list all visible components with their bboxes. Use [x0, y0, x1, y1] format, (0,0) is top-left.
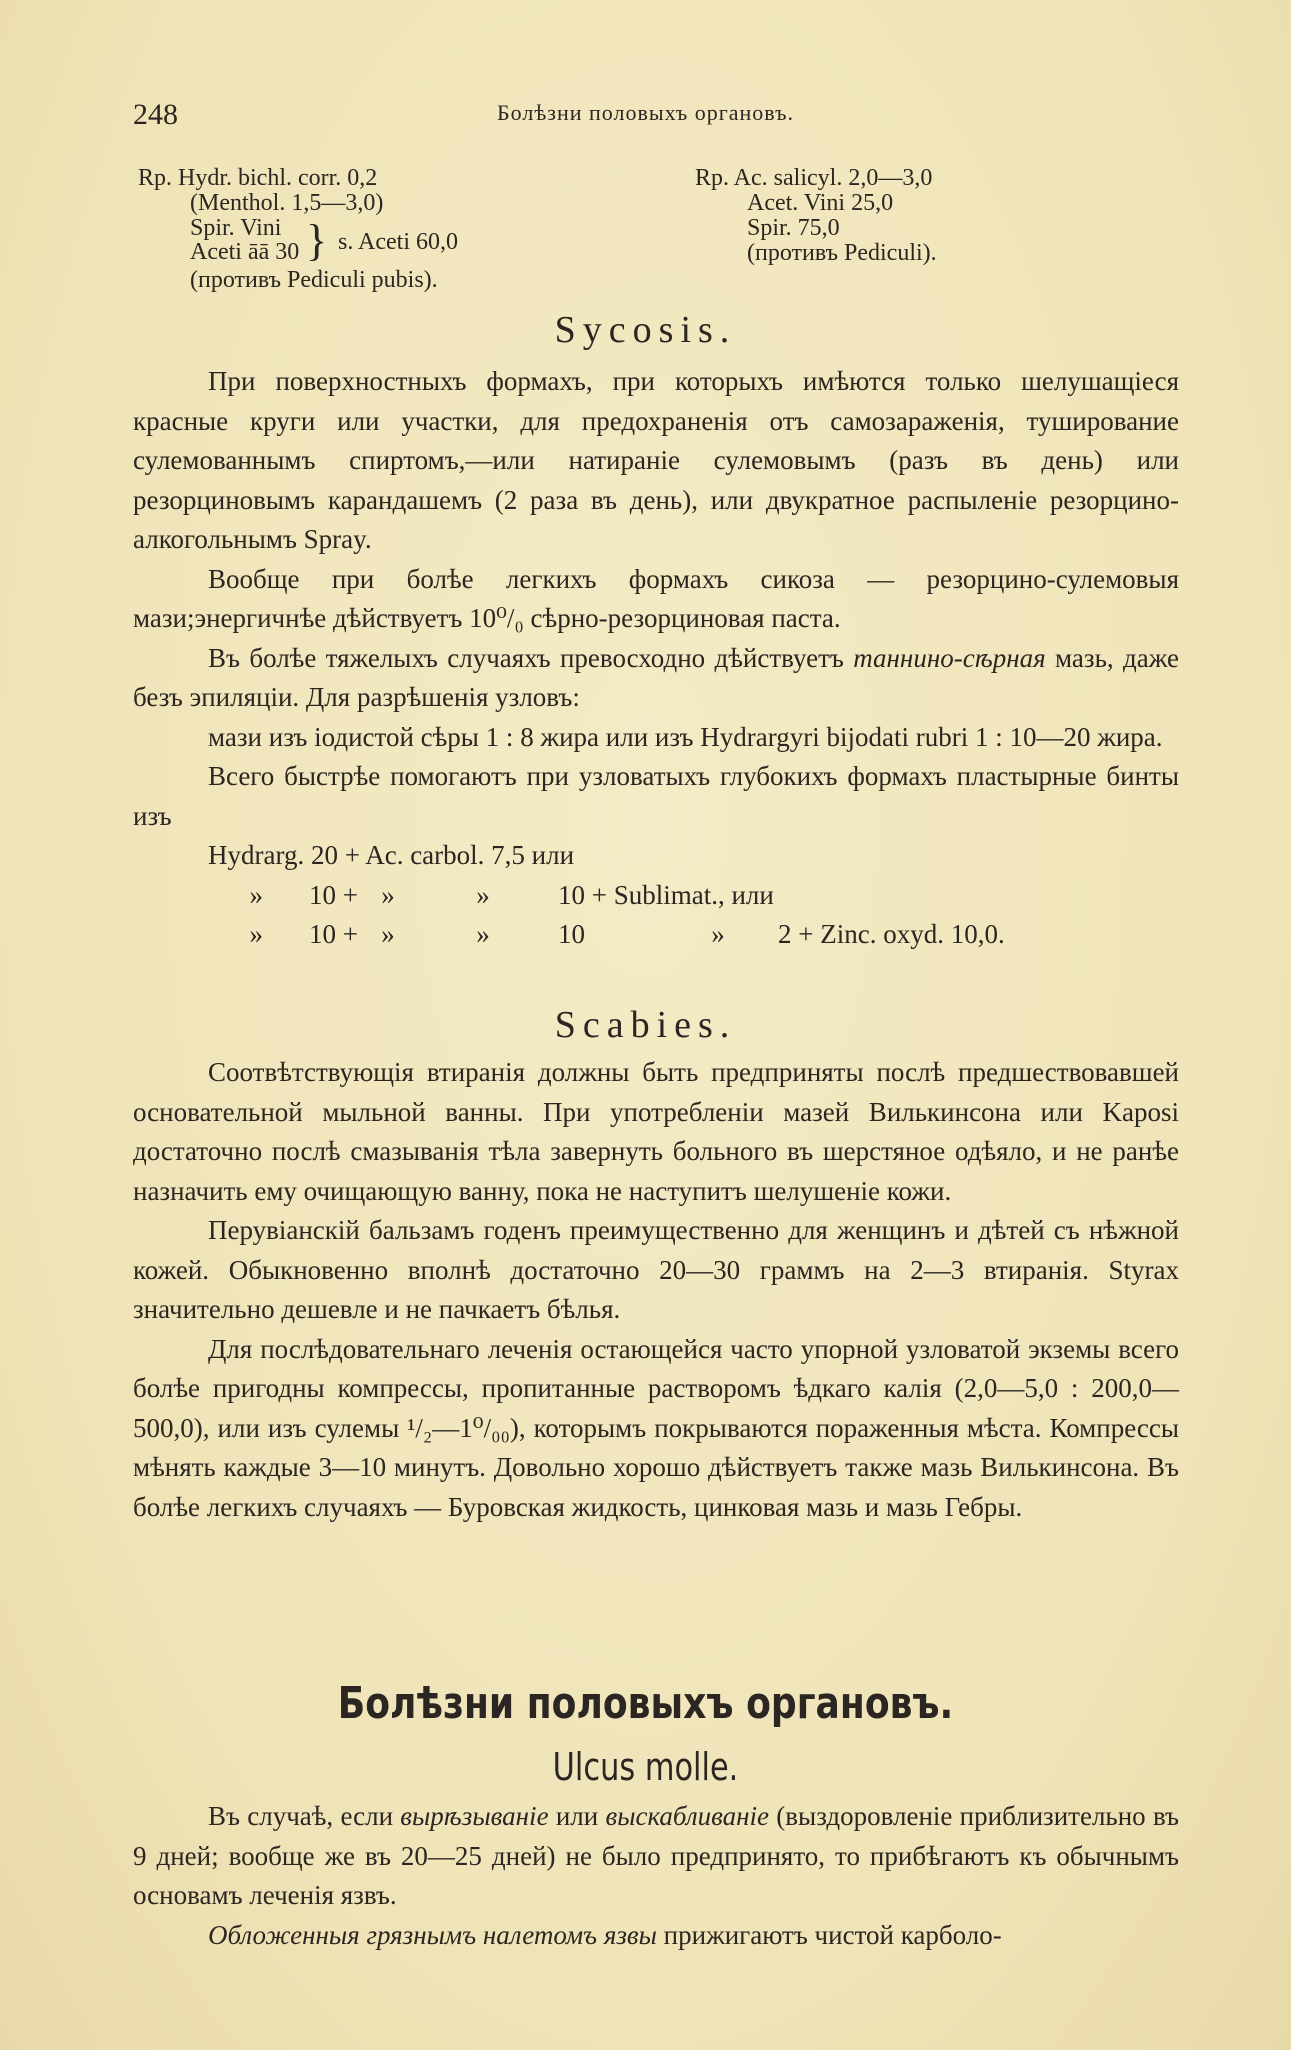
scabies-paragraph-1: Соотвѣтствующія втиранія должны быть предприняты послѣ предшествовавшей основательной мыльной ванны. При употребленіи мазей Вилькинсона или Kaposi достаточно послѣ смазыванія тѣла завернуть больного въ шерстяное одѣяло, и не ранѣе назначить ему очищающую ванну, пока не наступитъ шелушеніе кожи.: [133, 1057, 1179, 1206]
italic-term: таннино-сѣрная: [853, 642, 1046, 673]
ulcus-paragraph-2: [133, 1916, 1179, 1956]
recipe-left-spir-block: [138, 216, 618, 268]
recipe-right-line-3: Spir. 75,0: [747, 215, 840, 241]
scabies-text: [133, 1053, 1179, 1527]
formula-rest: 2 + Zinc. oxyd. 10,0.: [778, 919, 1005, 949]
text-run: Въ случаѣ, если: [208, 1801, 401, 1831]
recipe-left-signa: s. Aceti 60,0: [338, 229, 458, 255]
recipe-left: [138, 166, 618, 293]
formula-line-3: [133, 915, 1179, 955]
section-heading-scabies: Scabies.: [554, 1004, 737, 1046]
ditto-mark: »: [249, 879, 263, 910]
ulcus-text: [133, 1797, 1179, 1955]
ditto-mark: »: [381, 879, 395, 910]
sycosis-paragraph-5: Всего быстрѣе помогаютъ при узловатыхъ глубокихъ формахъ пластырные бинты изъ: [133, 761, 1179, 831]
ulcus-paragraph-1: [133, 1797, 1179, 1916]
text-run: (выздоровленіе приблизительно въ 9 дней; вообще же въ 20—25 дней) не было предпринято, то прибѣгаютъ къ обычнымъ основамъ леченія язвъ.: [133, 1801, 1180, 1910]
formula-number: 10: [558, 919, 585, 949]
text-run: или: [548, 1801, 606, 1831]
ditto-mark: »: [476, 879, 490, 910]
text-run: Въ болѣе тяжелыхъ случаяхъ превосходно дѣйствуетъ: [208, 642, 854, 673]
recipe-right-line-2: Acet. Vini 25,0: [747, 190, 894, 216]
ditto-mark: »: [249, 919, 263, 949]
formula-rest: 10 + Sublimat., или: [558, 879, 774, 910]
sycosis-text: [133, 362, 1179, 955]
recipe-left-note: (противъ Pediculi pubis).: [190, 267, 438, 293]
chapter-subtitle: Ulcus molle.: [552, 1745, 739, 1789]
scabies-paragraph-2: Перувіанскій бальзамъ годенъ преимущественно для женщинъ и дѣтей съ нѣжной кожей. Обыкновенно вполнѣ достаточно 20—30 граммъ на 2—3 втиранія. Styrax значительно дешевле и не пачкаетъ бѣлья.: [133, 1215, 1179, 1324]
formula-number: 10 +: [309, 879, 358, 910]
sycosis-paragraph-3: [133, 639, 1179, 718]
chapter-title: Болѣзни половыхъ органовъ.: [337, 1678, 954, 1729]
ditto-mark: »: [476, 919, 490, 949]
recipe-right-note: (противъ Pediculi).: [747, 240, 937, 266]
recipe-left-brace: }: [306, 216, 328, 265]
recipe-right-line-1: Rp. Ac. salicyl. 2,0—3,0: [695, 165, 933, 191]
recipe-left-aceti: Aceti āā 30: [190, 239, 300, 265]
italic-term: выскабливаніе: [605, 1801, 770, 1831]
recipe-left-line-2: (Menthol. 1,5—3,0): [190, 190, 384, 216]
scabies-paragraph-3: Для послѣдовательнаго леченія остающейся часто упорной узловатой экземы всего болѣе пригодны компрессы, пропитанные растворомъ ѣдкаго калія (2,0—5,0 : 200,0—500,0), или изъ сулемы ¹/₂—1⁰/₀₀), которымъ покрываются пораженныя мѣста. Компрессы мѣнять каждые 3—10 минутъ. Довольно хорошо дѣйствуетъ также мазь Вилькинсона. Въ болѣе легкихъ случаяхъ — Буровская жидкость, цинковая мазь и мазь Гебры.: [133, 1333, 1179, 1522]
recipe-left-line-1: Rp. Hydr. bichl. corr. 0,2: [138, 165, 378, 191]
italic-term: Обложенныя грязнымъ налетомъ язвы: [208, 1919, 657, 1950]
sycosis-paragraph-4: мази изъ іодистой сѣры 1 : 8 жира или изъ Hydrargyri bijodati rubri 1 : 10—20 жира.: [208, 721, 1163, 752]
text-run: мазь, даже безъ эпиляціи. Для разрѣшенія узловъ:: [133, 642, 1179, 712]
sycosis-paragraph-2: Вообще при болѣе легкихъ формахъ сикоза — резорцино-сулемовыя мази;энергичнѣе дѣйствуетъ 10⁰/₀ сѣрно-резорциновая паста.: [133, 563, 1179, 633]
section-heading-sycosis: Sycosis.: [554, 309, 737, 351]
recipe-left-spir: Spir. Vini: [190, 215, 282, 241]
formula-line-1: Hydrarg. 20 + Ac. carbol. 7,5 или: [208, 840, 575, 870]
recipe-right: [695, 166, 1115, 266]
running-title: Болѣзни половыхъ органовъ.: [497, 100, 794, 125]
ditto-mark: »: [711, 919, 725, 949]
formula-number: 10 +: [309, 919, 358, 949]
formula-line-2: [133, 876, 1179, 916]
text-run: прижигаютъ чистой карболо-: [656, 1919, 1002, 1950]
sycosis-paragraph-1: При поверхностныхъ формахъ, при которыхъ имѣются только шелушащіеся красные круги или участки, для предохраненія отъ самозараженія, туширование сулемованнымъ спиртомъ,—или натираніе сулемовымъ (разъ въ день) или резорциновымъ карандашемъ (2 раза въ день), или двукратное распыленіе резорцино-алкогольнымъ Spray.: [133, 366, 1179, 554]
page-number: 248: [133, 98, 178, 131]
italic-term: вырѣзываніе: [400, 1801, 549, 1831]
ditto-mark: »: [381, 919, 395, 949]
